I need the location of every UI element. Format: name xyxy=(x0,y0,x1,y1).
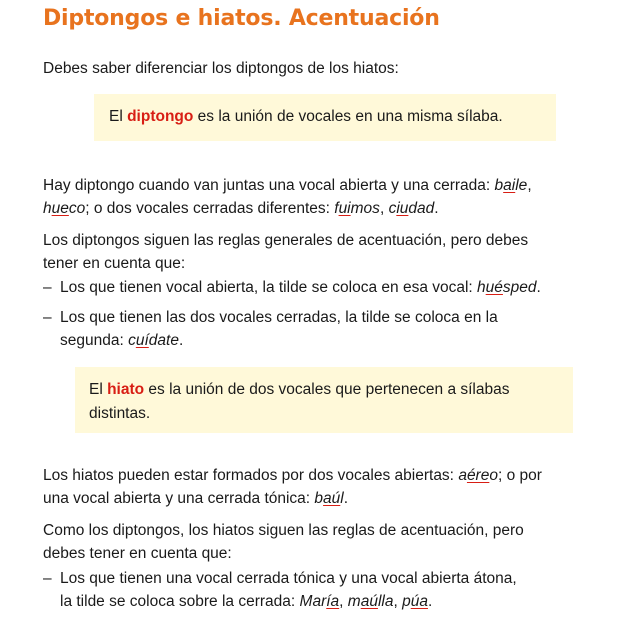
page-title: Diptongos e hiatos. Acentuación xyxy=(43,6,440,31)
intro-text: Debes saber diferenciar los diptongos de los hiatos: xyxy=(43,60,399,77)
example-maria: María xyxy=(299,593,340,610)
example-baile: baile xyxy=(494,177,528,194)
line: debes tener en cuenta que: xyxy=(43,545,232,562)
diptongo-paragraph-1 xyxy=(43,174,603,220)
line: Los que tienen una vocal cerrada tónica y una vocal abierta átona, xyxy=(60,570,517,587)
line: distintas. xyxy=(89,405,151,422)
text: . xyxy=(434,200,439,217)
line xyxy=(43,197,603,220)
text: . xyxy=(536,279,541,296)
diptongo-definition-box xyxy=(94,94,556,141)
list-dash: – xyxy=(43,309,52,326)
text: Los que tienen vocal abierta, la tilde se coloca en esa vocal: xyxy=(60,279,478,296)
term-hiato: hiato xyxy=(107,381,145,398)
list-dash: – xyxy=(43,279,52,296)
line: una vocal abierta y una cerrada tónica: baúl. xyxy=(43,490,349,507)
line xyxy=(43,174,603,197)
box-text-pre: El xyxy=(109,108,128,125)
list-item xyxy=(60,306,498,352)
hiato-paragraph-2 xyxy=(43,519,603,565)
hiato-paragraph-1 xyxy=(43,464,603,510)
diptongo-paragraph-2 xyxy=(43,229,603,275)
text: , xyxy=(527,177,532,194)
example-huesped: huésped xyxy=(477,279,537,296)
box-text-post: es la unión de vocales en una misma sílaba. xyxy=(193,108,503,125)
example-fuimos: fuimos xyxy=(334,200,380,217)
text: , xyxy=(379,200,389,217)
example-ciudad: ciudad xyxy=(388,200,435,217)
hiato-definition-box xyxy=(75,367,573,433)
example-cuidate: cuídate xyxy=(128,332,179,349)
line: la tilde se coloca sobre la cerrada: María, maúlla, púa. xyxy=(60,593,433,610)
example-aereo: aéreo xyxy=(458,467,498,484)
line: Los hiatos pueden estar formados por dos vocales abiertas: aéreo; o por xyxy=(43,467,542,484)
text: ; o dos vocales cerradas diferentes: xyxy=(85,200,335,217)
example-hueco: hueco xyxy=(43,200,86,217)
text: Hay diptongo cuando van juntas una vocal abierta y una cerrada: xyxy=(43,177,495,194)
term-diptongo: diptongo xyxy=(127,108,194,125)
line: Los diptongos siguen las reglas generales de acentuación, pero debes xyxy=(43,232,529,249)
example-baul: baúl xyxy=(314,490,344,507)
line: El hiato es la unión de dos vocales que pertenecen a sílabas xyxy=(89,381,510,398)
line: segunda: cuídate. xyxy=(60,332,184,349)
line: Como los diptongos, los hiatos siguen las reglas de acentuación, pero xyxy=(43,522,524,539)
example-maulla: maúlla xyxy=(347,593,394,610)
list-item xyxy=(60,276,541,299)
list-dash: – xyxy=(43,570,52,587)
line: Los que tienen las dos vocales cerradas, la tilde se coloca en la xyxy=(60,309,498,326)
example-pua: púa xyxy=(402,593,428,610)
list-item xyxy=(60,567,517,613)
line: tener en cuenta que: xyxy=(43,255,186,272)
